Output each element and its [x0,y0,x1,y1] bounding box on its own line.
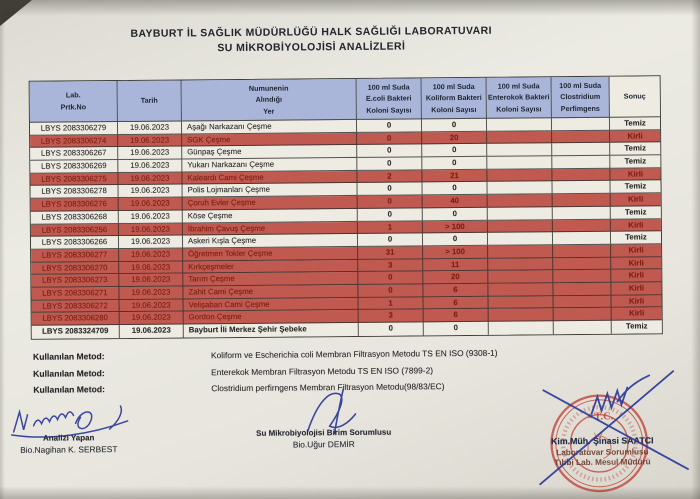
cell-clostridium-count [552,118,610,131]
cell-protocol-no: LBYS 2083306274 [30,135,118,148]
cell-coliform-count: > 100 [423,220,488,233]
method-label: Kullanılan Metod: [33,367,105,379]
scan-edge-shadow-left [0,0,5,499]
cell-sample-place: Kırkçeşmeler [183,259,358,273]
cell-protocol-no: LBYS 2083306267 [30,147,118,160]
cell-result: Temiz [625,321,648,331]
cell-ecoli-count: 0 [357,157,422,170]
cell-result: Kirli [610,130,660,143]
cell-clostridium-count [553,283,611,296]
cell-protocol-no: LBYS 2083306279 [30,122,118,135]
cell-ecoli-count: 0 [358,208,423,221]
cell-ecoli-count: 1 [359,297,424,310]
cell-result: Kirli [612,308,662,321]
signer-center-role: Su Mikrobiyolojisi Birim Sorumlusu [256,427,392,438]
cell-coliform-count: 6 [423,284,488,297]
cell-sample-place: Yukarı Narkazanı Çeşme [182,158,357,172]
cell-result: Temiz [610,117,660,130]
cell-sample-place: SGK Çeşme [182,133,357,147]
cell-enterokok-count [487,169,552,182]
cell-coliform-count: 20 [423,271,488,284]
cell-sample-place: Aşağı Narkazanı Çeşme [182,120,357,134]
cell-coliform-count: 11 [423,258,488,271]
cell-protocol-no: LBYS 2083306269 [30,160,118,173]
cell-protocol-no: LBYS 2083306271 [31,287,119,300]
document-title [26,24,596,56]
cell-date: 19.06.2023 [118,172,182,185]
cell-coliform-count: 0 [423,182,488,195]
stamp-star-icon: ★ [586,411,594,421]
cell-clostridium-count [554,308,612,321]
cell-sample-place: Bayburt İli Merkez Şehir Şebeke [184,323,359,337]
cell-ecoli-count: 0 [358,195,423,208]
cell-coliform-count: 20 [422,131,487,144]
cell-ecoli-count: 1 [358,221,423,234]
cell-ecoli-count: 31 [358,246,423,259]
cell-sample-place: Kaleardı Cami Çeşme [182,171,357,185]
cell-sample-place: Polis Lojmanları Çeşme [183,183,358,197]
cell-ecoli-count: 0 [359,322,424,335]
cell-enterokok-count [487,156,552,169]
cell-enterokok-count [487,144,552,157]
signer-left-name: Bio.Nagihan K. SERBEST [20,444,118,455]
cell-clostridium-count [552,156,610,169]
cell-ecoli-count: 0 [358,234,423,247]
header-cell: 100 ml Suda Clostridium Perfimgens [552,77,610,119]
cell-result: Kirli [611,219,661,232]
cell-result: Kirli [610,168,660,181]
cell-clostridium-count [553,207,611,220]
cell-enterokok-count [489,321,554,334]
cell-enterokok-count [487,131,552,144]
cell-enterokok-count [488,296,553,309]
cell-enterokok-count [488,283,553,296]
method-value: Enterekok Membran Filtrasyon Metodu TS EN ISO (7899-2) [211,364,434,377]
cell-date: 19.06.2023 [118,121,182,134]
method-label: Kullanılan Metod: [32,351,105,362]
cell-sample-place: Askeri Kışla Çeşme [183,234,358,248]
cell-enterokok-count [487,118,552,131]
cell-date: 19.06.2023 [119,248,183,261]
title-line-2: SU MİKROBİYOLOJİSİ ANALİZLERİ [217,40,406,55]
cell-coliform-count: 6 [424,309,489,322]
cell-coliform-count: 40 [423,195,488,208]
cell-protocol-no: LBYS 2083306275 [30,173,118,186]
cell-protocol-no: LBYS 2083306276 [31,198,119,211]
cell-sample-place: Gordon Çeşme [184,310,359,324]
header-cell: Lab. Prtk.No [30,81,118,123]
signer-left [4,433,134,455]
cell-clostridium-count [552,143,610,156]
cell-sample-place: İbrahim Çavuş Çeşme [183,221,358,235]
cell-date: 19.06.2023 [119,210,183,223]
cell-enterokok-count [488,232,553,245]
cell-date: 19.06.2023 [120,324,184,337]
cell-enterokok-count [488,270,553,283]
scan-edge-shadow-right [691,0,700,499]
cell-coliform-count: 0 [422,144,487,157]
cell-date: 19.06.2023 [119,274,183,287]
method-label: Kullanılan Metod: [33,384,105,395]
cell-clostridium-count [553,245,611,258]
signer-center [224,427,424,450]
cell-ecoli-count: 3 [358,259,423,272]
cell-date: 19.06.2023 [118,147,182,160]
cell-result: Kirli [611,270,661,283]
header-cell: Numunenin Alındığı Yer [182,79,357,122]
cell-coliform-count: 0 [423,208,488,221]
cell-date: 19.06.2023 [119,185,183,198]
cell-result: Kirli [611,295,661,308]
cell-sample-place: Velişaban Cami Çeşme [184,298,359,312]
cell-date: 19.06.2023 [120,312,184,325]
cell-enterokok-count [488,245,553,258]
cell-result: Temiz [610,181,660,194]
cell-ecoli-count: 0 [357,119,422,132]
cell-sample-place: Tarım Çeşme [183,272,358,286]
cell-result: Temiz [610,143,660,156]
cell-clostridium-count [553,270,611,283]
cell-clostridium-count [554,321,612,334]
cell-protocol-no: LBYS 2083306272 [32,300,120,313]
signer-right-name: Kim.Müh. Şinasi SAATCI [550,435,654,447]
signer-right-role-2: Tıbbi Lab. Mesul Müdürü [554,456,651,467]
cell-coliform-count: 21 [422,170,487,183]
method-value: Clostridium perfirngens Membran Filtrasyon Metodu(98/83/EC) [211,381,445,394]
title-line-1: BAYBURT İL SAĞLIK MÜDÜRLÜĞÜ HALK SAĞLIĞI LABORATUVARI [130,24,492,40]
cell-date: 19.06.2023 [119,223,183,236]
header-cell: Tarih [118,80,182,122]
cell-coliform-count: 6 [424,296,489,309]
method-value: Koliform ve Escherichia coli Membran Filtrasyon Metodu TS EN ISO (9308-1) [210,347,498,361]
cell-date: 19.06.2023 [119,286,183,299]
cell-date: 19.06.2023 [119,236,183,249]
cell-date: 19.06.2023 [120,299,184,312]
cell-clostridium-count [553,232,611,245]
cell-result: Kirli [611,257,661,270]
cell-protocol-no: LBYS 2083306268 [31,211,119,224]
cell-result: Temiz [611,231,661,244]
cell-protocol-no: LBYS 2083306280 [32,312,120,325]
header-cell: Sonuç [610,76,660,117]
cell-clostridium-count [553,219,611,232]
cell-result: Kirli [611,244,661,257]
cell-date: 19.06.2023 [118,160,182,173]
cell-protocol-no: LBYS 2083306266 [31,236,119,249]
signer-right-role-1: Laboratuvar Sorumlusu [556,446,649,457]
table-body [30,117,662,338]
cell-enterokok-count [488,194,553,207]
cell-sample-place: Günpaş Çeşme [182,145,357,159]
signer-center-name: Bio.Uğur DEMİR [292,438,355,450]
cell-clostridium-count [553,295,611,308]
signature-lab-manager [519,359,700,495]
cell-clostridium-count [553,257,611,270]
cell-ecoli-count: 0 [357,132,422,145]
scan-edge-shadow-top [0,0,700,16]
cell-sample-place: Köse Çeşme [183,209,358,223]
stamp-tc-text: T.C. [594,411,614,423]
cell-result: Kirli [611,282,661,295]
cell-protocol-no: LBYS 2083324709 [32,325,120,338]
cell-coliform-count: 0 [423,233,488,246]
cell-result: Temiz [611,206,661,219]
cell-clostridium-count [552,130,610,143]
cell-protocol-no: LBYS 2083306270 [31,262,119,275]
cell-protocol-no: LBYS 2083306277 [31,249,119,262]
cell-date: 19.06.2023 [119,198,183,211]
cell-coliform-count: 0 [422,157,487,170]
cell-protocol-no: LBYS 2083306278 [31,185,119,198]
cell-protocol-no: LBYS 2083306273 [31,274,119,287]
cell-clostridium-count [553,194,611,207]
cell-date: 19.06.2023 [119,261,183,274]
header-cell: 100 ml Suda E.coli Bakteri Koloni Sayısı [357,78,422,120]
cell-protocol-no: LBYS 2083306256 [31,224,119,237]
cell-clostridium-count [552,168,610,181]
results-table [29,75,663,339]
cell-ecoli-count: 0 [357,145,422,158]
cell-ecoli-count: 0 [358,272,423,285]
cell-date: 19.06.2023 [118,134,182,147]
cell-sample-place: Çoruh Evler Çeşme [183,196,358,210]
header-cell: 100 ml Suda Koliform Bakteri Koloni Sayısı [422,78,487,120]
cell-coliform-count: 0 [424,322,489,335]
cell-enterokok-count [488,207,553,220]
cell-clostridium-count [552,181,610,194]
cell-coliform-count: > 100 [423,246,488,259]
cell-ecoli-count: 0 [358,183,423,196]
cell-result: Kirli [611,193,661,206]
cell-result: Temiz [610,155,660,168]
cell-enterokok-count [488,258,553,271]
cell-ecoli-count: 3 [359,310,424,323]
scan-edge-shadow-bottom [0,486,700,499]
table-header-row [30,76,660,122]
header-cell: 100 ml Suda Enterokok Bakteri Koloni Sayısı [487,77,552,119]
cell-sample-place: Öğretmen Tokler Çeşme [183,247,358,261]
signer-left-role: Analizi Yapan [42,433,95,443]
cell-coliform-count: 0 [422,119,487,132]
cell-sample-place: Zahit Cami Çeşme [183,285,358,299]
cell-enterokok-count [488,182,553,195]
cell-enterokok-count [489,309,554,322]
cell-ecoli-count: 0 [358,284,423,297]
cell-enterokok-count [488,220,553,233]
cell-ecoli-count: 2 [357,170,422,183]
